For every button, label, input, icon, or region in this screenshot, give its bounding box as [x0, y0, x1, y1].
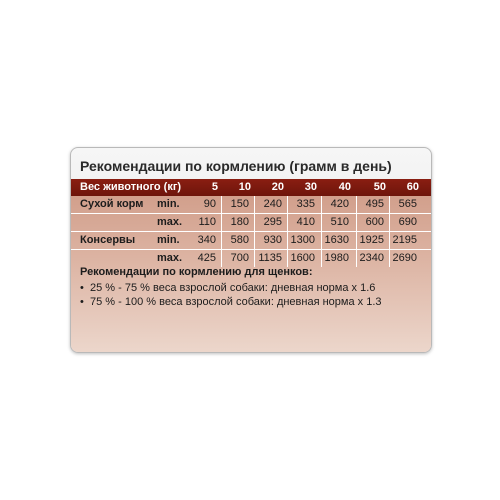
table-row — [71, 214, 431, 232]
weight-cell: 20 — [271, 181, 284, 193]
puppy-note-text: 75 % - 100 % веса взрослой собаки: дневная норма x 1.3 — [90, 296, 382, 308]
value-cell: 690 — [398, 216, 417, 228]
weight-cell: 40 — [338, 181, 351, 193]
bullet-icon: • — [80, 296, 84, 308]
value-cell: 1600 — [290, 252, 315, 264]
row-type-label: max. — [157, 252, 183, 264]
weight-header-row — [71, 179, 431, 196]
weight-cell: 60 — [406, 181, 419, 193]
puppy-notes — [80, 265, 423, 309]
value-cell: 2340 — [359, 252, 384, 264]
puppy-notes-title: Рекомендации по кормлению для щенков: — [80, 266, 313, 278]
weight-cell: 50 — [373, 181, 386, 193]
feeding-table-panel — [71, 179, 431, 352]
weight-header-label: Вес животного (кг) — [80, 181, 182, 193]
value-cell: 580 — [230, 234, 249, 246]
value-cell: 600 — [365, 216, 384, 228]
list-item — [80, 295, 423, 309]
value-cell: 425 — [197, 252, 216, 264]
row-type-label: min. — [157, 198, 180, 210]
row-type-label: min. — [157, 234, 180, 246]
value-cell: 420 — [330, 198, 349, 210]
value-cell: 1980 — [324, 252, 349, 264]
card-title: Рекомендации по кормлению (грамм в день) — [80, 158, 392, 174]
value-cell: 2690 — [392, 252, 417, 264]
weight-cell: 30 — [304, 181, 317, 193]
puppy-note-text: 25 % - 75 % веса взрослой собаки: дневная норма x 1.6 — [90, 282, 376, 294]
row-type-label: max. — [157, 216, 183, 228]
row-group-label: Сухой корм — [80, 198, 144, 210]
value-cell: 410 — [296, 216, 315, 228]
feeding-card — [70, 147, 432, 353]
value-cell: 1135 — [258, 252, 282, 264]
weight-cell: 5 — [211, 181, 218, 193]
row-group-label: Консервы — [80, 234, 136, 246]
value-cell: 495 — [365, 198, 384, 210]
value-cell: 510 — [330, 216, 349, 228]
value-cell: 1630 — [324, 234, 349, 246]
value-cell: 180 — [230, 216, 249, 228]
value-cell: 240 — [263, 198, 282, 210]
value-cell: 700 — [230, 252, 249, 264]
list-item — [80, 281, 423, 295]
value-cell: 335 — [296, 198, 315, 210]
value-cell: 340 — [197, 234, 216, 246]
value-cell: 565 — [398, 198, 417, 210]
value-cell: 1925 — [359, 234, 384, 246]
bullet-icon: • — [80, 282, 84, 294]
weight-cell: 10 — [238, 181, 251, 193]
value-cell: 1300 — [290, 234, 315, 246]
value-cell: 930 — [263, 234, 282, 246]
value-cell: 2195 — [392, 234, 417, 246]
table-row — [71, 196, 431, 214]
value-cell: 110 — [198, 216, 216, 228]
value-cell: 150 — [230, 198, 249, 210]
value-cell: 295 — [263, 216, 282, 228]
table-row — [71, 232, 431, 250]
value-cell: 90 — [203, 198, 216, 210]
puppy-notes-list — [80, 281, 423, 309]
